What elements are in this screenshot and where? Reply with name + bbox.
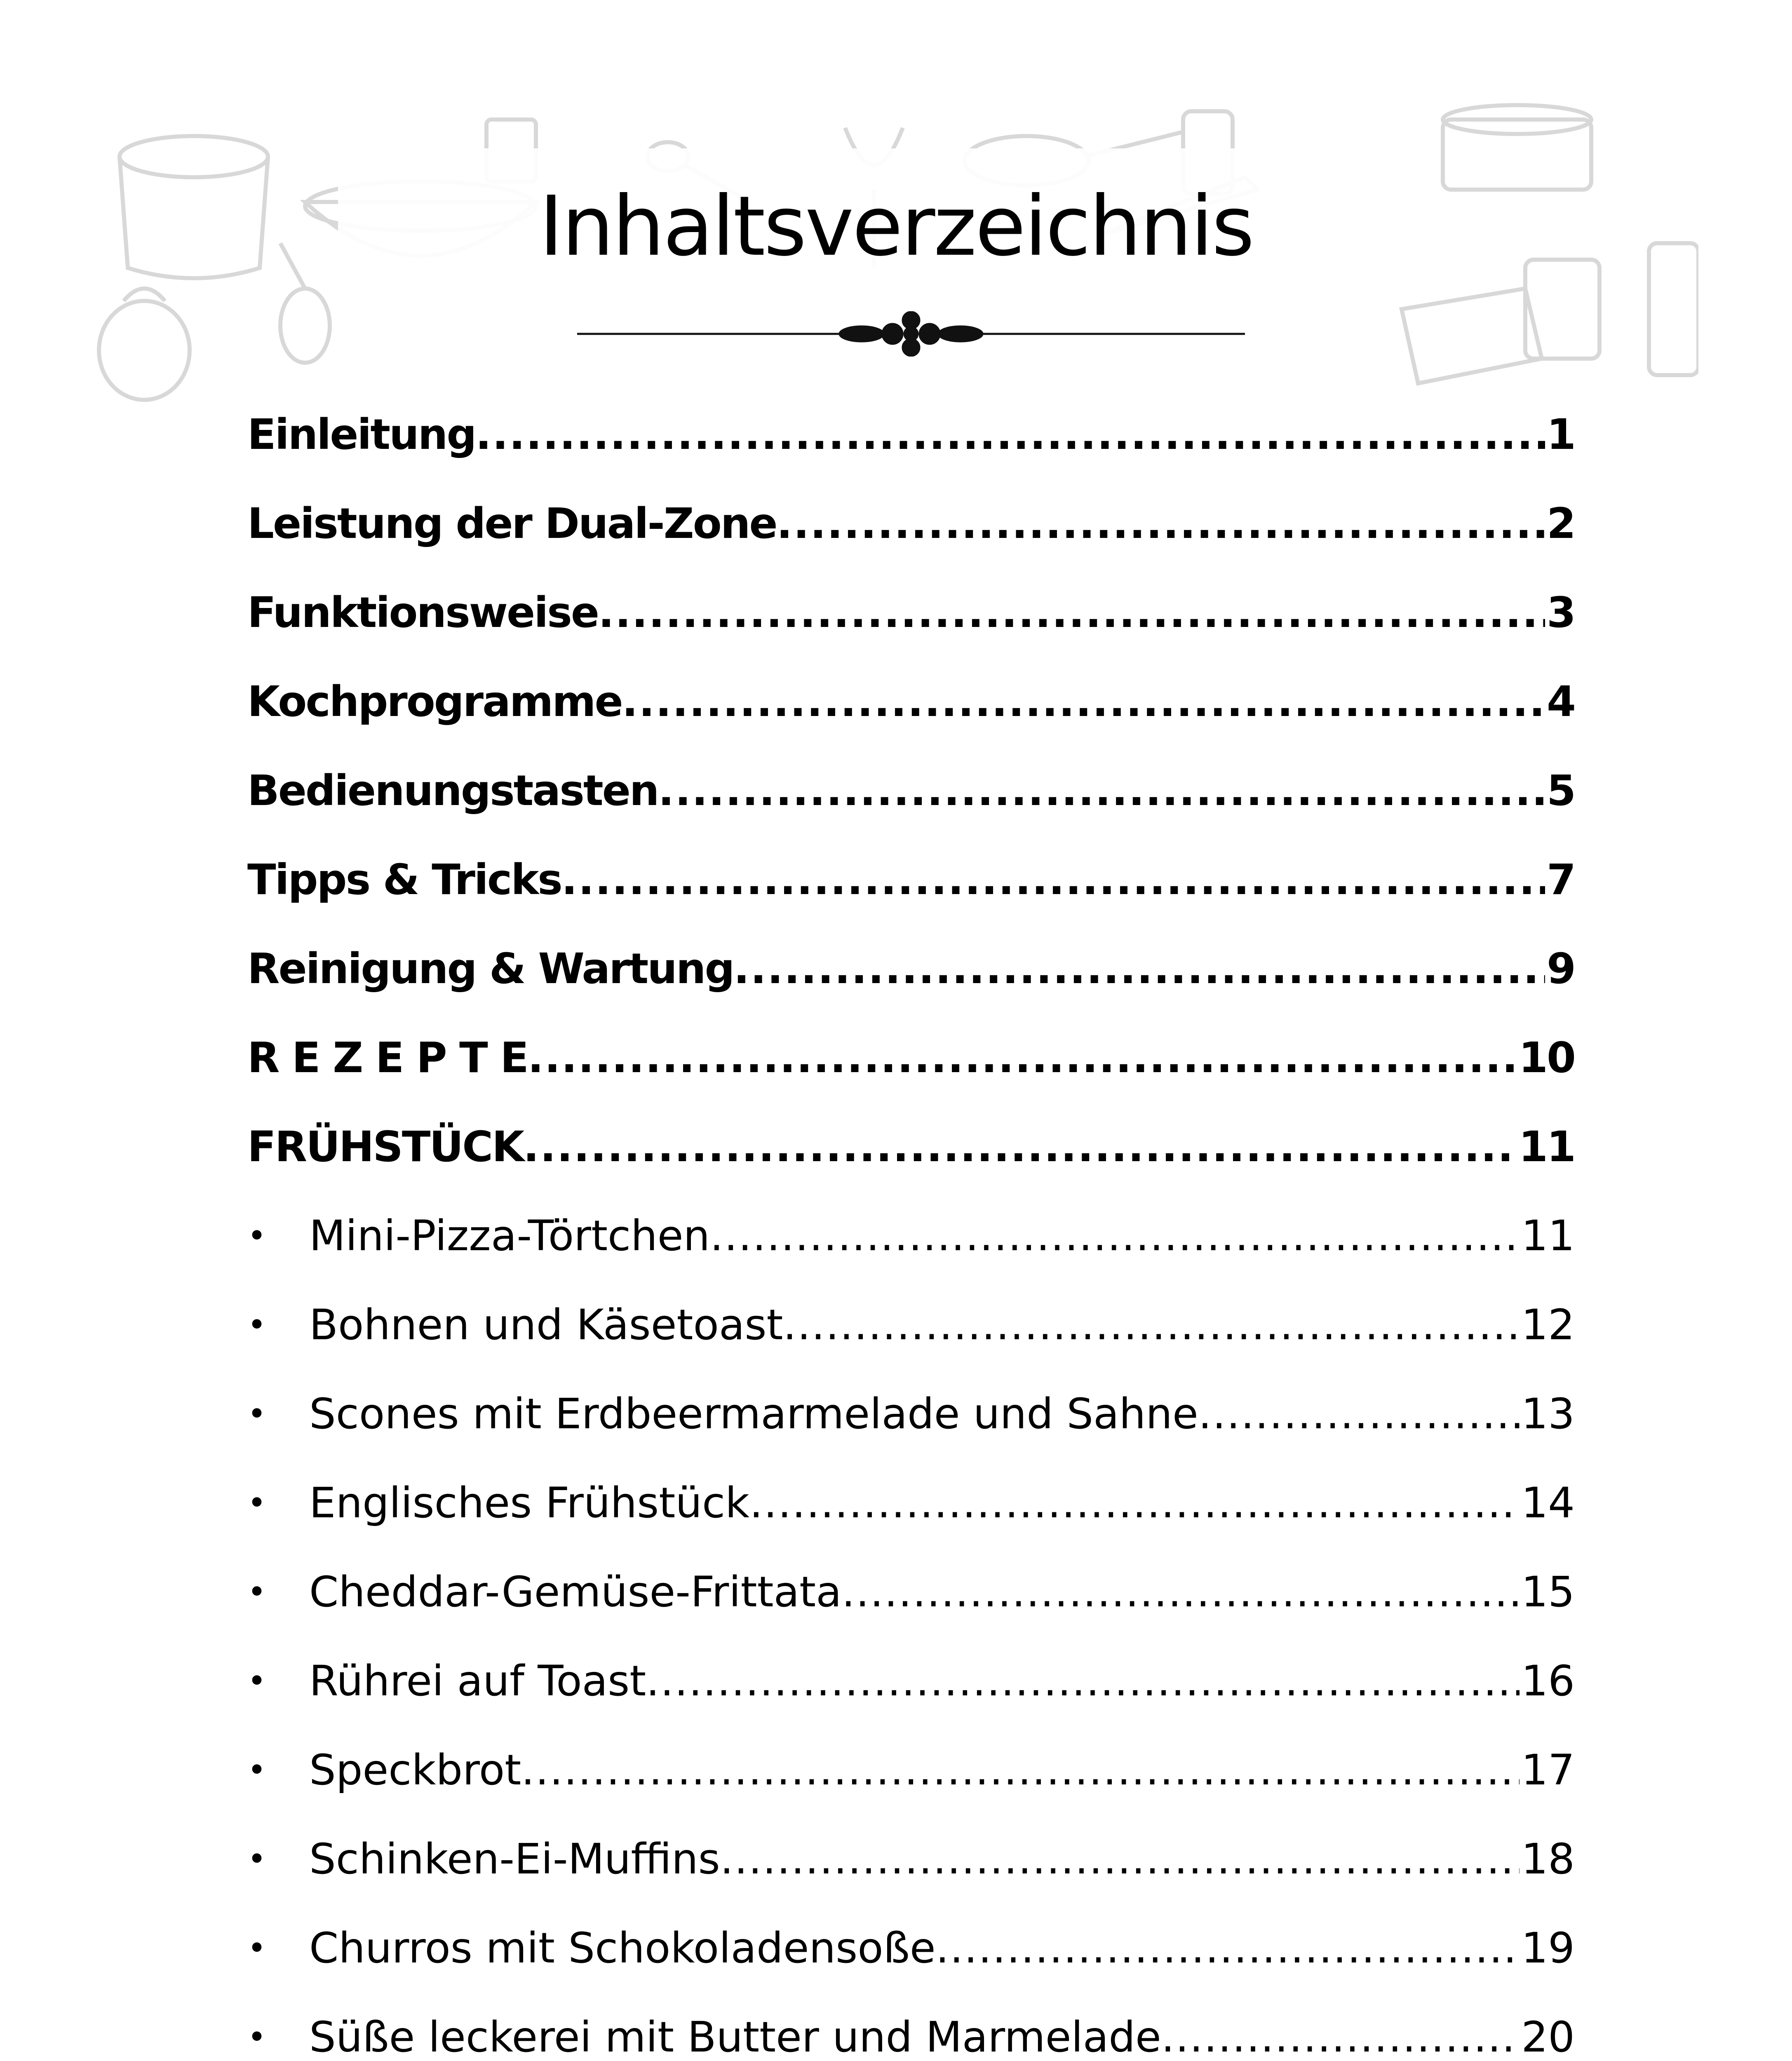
dot-leader	[622, 673, 1545, 731]
toc-entry-title: Speckbrot	[309, 1746, 521, 1795]
toc-page-number: 2	[1547, 499, 1575, 548]
toc-page-number: 7	[1547, 855, 1575, 904]
toc-page-number: 20	[1521, 2013, 1575, 2061]
toc-entry[interactable]	[247, 673, 1575, 731]
toc-subentry[interactable]	[247, 1207, 1575, 1265]
toc-page-number: 5	[1547, 766, 1575, 815]
toc-page-number: 4	[1547, 677, 1575, 726]
dot-leader	[783, 1296, 1520, 1354]
toc-subentry[interactable]	[247, 1831, 1575, 1888]
dot-leader	[646, 1653, 1520, 1710]
bullet-icon: •	[247, 1218, 267, 1255]
toc-entry-title: Englisches Frühstück	[309, 1479, 750, 1528]
bullet-icon: •	[247, 1930, 267, 1967]
dot-leader	[523, 1118, 1517, 1176]
toc-entry-title: Tipps & Tricks	[247, 855, 561, 904]
dot-leader	[749, 1474, 1520, 1532]
toc-subentry[interactable]	[247, 1296, 1575, 1354]
toc-entry[interactable]	[247, 851, 1575, 909]
dot-leader	[528, 1029, 1517, 1087]
dot-leader	[475, 406, 1545, 464]
toc-entry[interactable]	[247, 940, 1575, 998]
dot-leader	[936, 1920, 1520, 1977]
toc-page-number: 16	[1521, 1657, 1575, 1706]
toc-subentry[interactable]	[247, 1920, 1575, 1977]
toc-entry-title: Churros mit Schokoladensoße	[309, 1924, 936, 1973]
toc-subentry[interactable]	[247, 1563, 1575, 1621]
toc-page-number: 17	[1521, 1746, 1575, 1795]
toc-entry-title: Scones mit Erdbeermarmelade und Sahne	[309, 1390, 1198, 1439]
toc-entry-title: Einleitung	[247, 410, 476, 459]
toc-entry-title: Funktionsweise	[247, 588, 599, 637]
bullet-icon: •	[247, 1307, 267, 1344]
dot-leader	[658, 762, 1545, 820]
toc-subentry[interactable]	[247, 1385, 1575, 1443]
toc-page-number: 19	[1521, 1924, 1575, 1973]
toc-entry[interactable]	[247, 1029, 1575, 1087]
dot-leader	[1198, 1385, 1520, 1443]
bullet-icon: •	[247, 1485, 267, 1522]
bullet-icon: •	[247, 1396, 267, 1433]
page-title: Inhaltsverzeichnis	[539, 178, 1253, 275]
bullet-icon: •	[247, 1752, 267, 1789]
toc-entry-title: Bohnen und Käsetoast	[309, 1300, 783, 1350]
toc-entry-title: Kochprogramme	[247, 677, 622, 726]
dot-leader	[598, 584, 1545, 642]
toc-entry[interactable]	[247, 584, 1575, 642]
toc-entry[interactable]	[247, 406, 1575, 464]
toc-entry-title: Cheddar-Gemüse-Frittata	[309, 1568, 842, 1617]
ornament-divider-icon	[573, 311, 1249, 357]
toc-page-number: 1	[1547, 410, 1575, 459]
dot-leader	[1161, 2009, 1520, 2061]
toc-entry-title: Leistung der Dual-Zone	[247, 499, 777, 548]
dot-leader	[720, 1831, 1520, 1888]
toc-page-number: 11	[1519, 1122, 1575, 1171]
toc-subentry[interactable]	[247, 1653, 1575, 1710]
toc-entry-title: FRÜHSTÜCK	[247, 1122, 524, 1171]
bullet-icon: •	[247, 2019, 267, 2056]
toc-page-number: 13	[1521, 1390, 1575, 1439]
dot-leader	[561, 851, 1545, 909]
toc-subentry[interactable]	[247, 1474, 1575, 1532]
table-of-contents	[247, 406, 1575, 2061]
toc-subentry[interactable]	[247, 1742, 1575, 1799]
toc-page-number: 9	[1547, 944, 1575, 993]
toc-page-number: 15	[1521, 1568, 1575, 1617]
toc-page-number: 18	[1521, 1835, 1575, 1884]
toc-entry-title: R E Z E P T E	[247, 1033, 528, 1082]
toc-page-number: 14	[1521, 1479, 1575, 1528]
toc-entry-title: Bedienungstasten	[247, 766, 658, 815]
toc-entry[interactable]	[247, 495, 1575, 553]
dot-leader	[734, 940, 1545, 998]
dot-leader	[710, 1207, 1520, 1265]
dot-leader	[777, 495, 1545, 553]
toc-subentry[interactable]	[247, 2009, 1575, 2061]
bullet-icon: •	[247, 1841, 267, 1878]
toc-entry-title: Süße leckerei mit Butter und Marmelade	[309, 2013, 1161, 2061]
toc-entry[interactable]	[247, 1118, 1575, 1176]
toc-page-number: 11	[1521, 1211, 1575, 1261]
toc-entry[interactable]	[247, 762, 1575, 820]
bullet-icon: •	[247, 1663, 267, 1700]
toc-entry-title: Mini-Pizza-Törtchen	[309, 1211, 710, 1261]
toc-page-number: 10	[1519, 1033, 1575, 1082]
toc-page-number: 3	[1547, 588, 1575, 637]
bullet-icon: •	[247, 1574, 267, 1611]
toc-entry-title: Rührei auf Toast	[309, 1657, 646, 1706]
dot-leader	[842, 1563, 1520, 1621]
toc-entry-title: Reinigung & Wartung	[247, 944, 734, 993]
toc-entry-title: Schinken-Ei-Muffins	[309, 1835, 720, 1884]
toc-page-number: 12	[1521, 1300, 1575, 1350]
dot-leader	[521, 1742, 1520, 1799]
